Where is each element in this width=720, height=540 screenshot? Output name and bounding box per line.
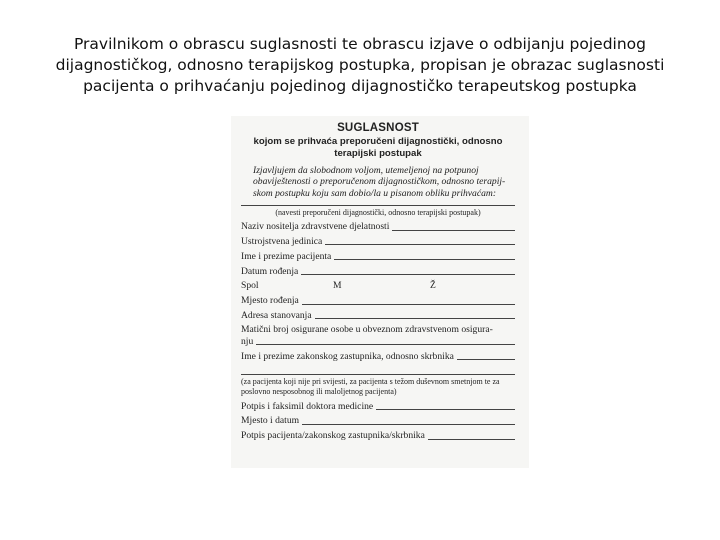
representative-blank-line — [241, 364, 515, 375]
field-doctor-signature-label: Potpis i faksimil doktora medicine — [241, 400, 374, 412]
field-insurance-number-line — [256, 344, 515, 345]
gender-option-m: M — [333, 280, 342, 292]
field-place-date-line — [302, 424, 515, 425]
field-birth-place-label: Mjesto rođenja — [241, 295, 299, 307]
field-place-date — [241, 415, 515, 427]
field-patient-signature — [241, 430, 515, 442]
field-birth-place-line — [302, 304, 515, 305]
field-insurer — [241, 221, 515, 233]
consent-form-scan — [231, 116, 529, 468]
field-birth-date-line — [301, 274, 515, 275]
field-doctor-signature-line — [376, 409, 515, 410]
gender-option-f: Ž — [430, 280, 436, 292]
slide-heading — [40, 34, 680, 97]
field-patient-name — [241, 251, 515, 263]
heading-line-2: dijagnostičkog, odnosno terapijskog postupka, propisan je obrazac suglasnosti — [55, 56, 665, 74]
field-patient-signature-line — [428, 439, 515, 440]
field-unit-line — [325, 244, 515, 245]
field-representative — [241, 351, 515, 363]
field-birth-date-label: Datum rođenja — [241, 265, 299, 277]
form-subtitle-line-2: terapijski postupak — [334, 148, 422, 159]
field-representative-line — [457, 359, 515, 360]
form-subtitle — [241, 136, 515, 160]
field-birth-place — [241, 295, 515, 307]
field-gender-label: Spol — [241, 280, 259, 292]
heading-line-1: Pravilnikom o obrascu suglasnosti te obrascu izjave o odbijanju pojedinog — [73, 35, 647, 53]
intro-line-2: obaviještenosti o preporučenom dijagnostičkom, odnosno terapij- — [253, 176, 506, 188]
field-insurance-number-cont-label: nju — [241, 335, 254, 347]
field-patient-signature-label: Potpis pacijenta/zakonskog zastupnika/skrbnika — [241, 430, 425, 442]
field-insurance-number-label: Matični broj osigurane osobe u obveznom zdravstvenom osigura- — [241, 324, 493, 336]
field-address — [241, 310, 515, 322]
field-gender — [241, 280, 515, 292]
field-insurance-number-cont — [241, 336, 515, 348]
procedure-caption: (navesti preporučeni dijagnostički, odnosno terapijski postupak) — [275, 207, 481, 217]
form-subtitle-line-1: kojom se prihvaća preporučeni dijagnostički, odnosno — [253, 136, 503, 147]
form-title: SUGLASNOST — [337, 122, 419, 134]
intro-line-1: Izjavljujem da slobodnom voljom, utemeljenoj na potpunoj — [253, 165, 479, 176]
procedure-blank-line — [241, 201, 515, 206]
heading-line-3: pacijenta o prihvaćanju pojedinog dijagnostičko terapeutskog postupka — [83, 77, 637, 95]
field-note: (za pacijenta koji nije pri svijesti, za pacijenta s težom duševnom smetnjom te za poslovno nesposobnog ili maloljetnog pacijenta) — [241, 377, 500, 397]
field-insurer-line — [392, 230, 515, 231]
field-unit — [241, 236, 515, 248]
field-patient-name-line — [334, 259, 515, 260]
field-insurer-label: Naziv nositelja zdravstvene djelatnosti — [241, 221, 390, 233]
intro-line-3: skom postupku koju sam dobio/la u pisanom obliku prihvaćam: — [253, 187, 497, 199]
field-address-label: Adresa stanovanja — [241, 309, 312, 321]
form-intro — [241, 165, 515, 199]
field-representative-label: Ime i prezime zakonskog zastupnika, odnosno skrbnika — [241, 350, 454, 362]
field-doctor-signature — [241, 401, 515, 413]
field-patient-name-label: Ime i prezime pacijenta — [241, 250, 332, 262]
field-insurance-number — [241, 324, 515, 336]
field-place-date-label: Mjesto i datum — [241, 415, 300, 427]
field-unit-label: Ustrojstvena jedinica — [241, 235, 323, 247]
field-birth-date — [241, 266, 515, 278]
field-address-line — [315, 318, 515, 319]
